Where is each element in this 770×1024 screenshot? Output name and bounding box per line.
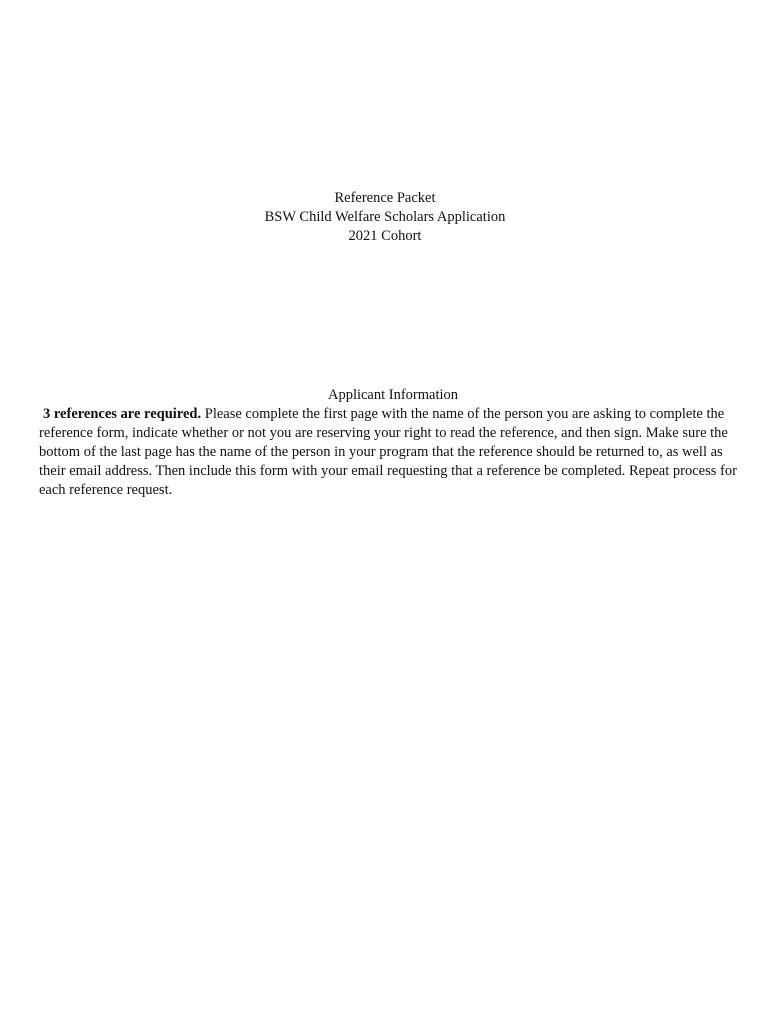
application-title: BSW Child Welfare Scholars Application [264,209,506,225]
instructions-paragraph [39,405,751,500]
instructions-text: Please complete the first page with the name of the person you are asking to complete the reference form, indicate whether or not you are reserving your right to read the reference, and then sign. Make sure the bottom of the last page has the name of the person in your program that the reference should be returned to, as well as their email address. Then include this form with your email requesting that a reference be completed. Repeat process for each reference request. [39,406,737,498]
packet-title: Reference Packet [334,190,436,206]
applicant-information-heading: Applicant Information [327,387,459,403]
document-title-block [0,189,770,246]
cohort-title: 2021 Cohort [348,228,422,244]
required-references-note: 3 references are required. [43,406,202,422]
